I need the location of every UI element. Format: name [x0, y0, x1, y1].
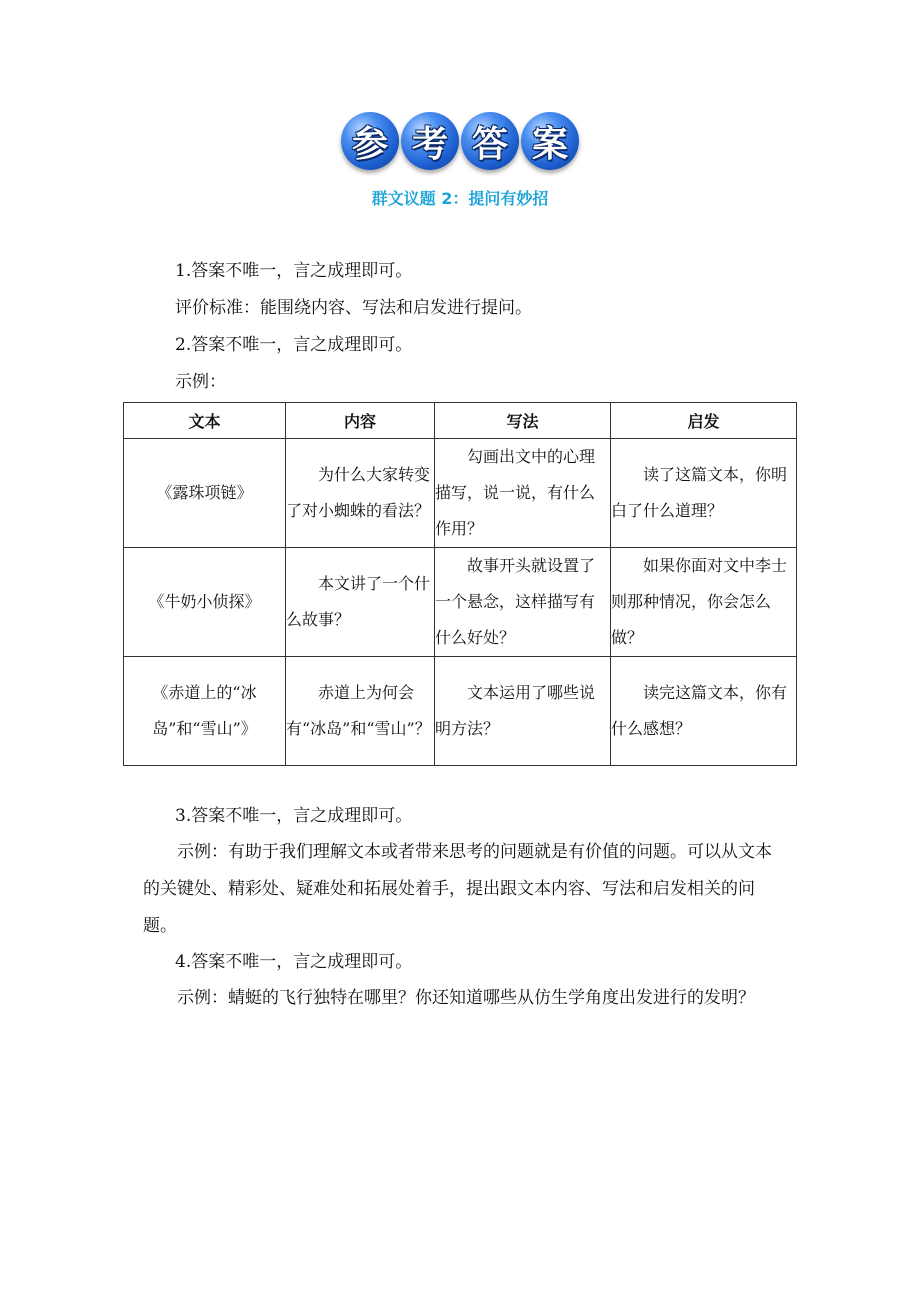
- answer-line-3: 3.答案不唯一，言之成理即可。: [175, 806, 413, 826]
- cell-content: 为什么大家转变了对小蜘蛛的看法？: [286, 439, 435, 548]
- example-table: [123, 402, 797, 766]
- cell-inspiration: 如果你面对文中李士则那种情况，你会怎么做？: [611, 548, 797, 657]
- header-text: 文本: [124, 403, 286, 439]
- example-paragraph-3: 示例：有助于我们理解文本或者带来思考的问题就是有价值的问题。可以从文本的关键处、精彩处、疑难处和拓展处着手，提出跟文本内容、写法和启发相关的问题。: [143, 842, 772, 936]
- cell-inspiration: 读了这篇文本，你明白了什么道理？: [611, 439, 797, 548]
- table-row: [124, 548, 797, 657]
- evaluation-criteria: 评价标准：能围绕内容、写法和启发进行提问。: [175, 298, 532, 318]
- cell-title: 《露珠项链》: [124, 439, 286, 548]
- table-header-row: [124, 403, 797, 439]
- header-inspiration: 启发: [611, 403, 797, 439]
- banner-char: 考: [401, 112, 459, 170]
- cell-title: 《赤道上的“冰岛”和“雪山”》: [124, 657, 286, 766]
- cell-writing: 文本运用了哪些说明方法？: [435, 657, 611, 766]
- banner-char: 参: [341, 112, 399, 170]
- page-subtitle: 群文议题 2：提问有妙招: [371, 189, 549, 208]
- header-writing: 写法: [435, 403, 611, 439]
- banner-char: 答: [461, 112, 519, 170]
- cell-inspiration: 读完这篇文本，你有什么感想？: [611, 657, 797, 766]
- cell-content: 本文讲了一个什么故事？: [286, 548, 435, 657]
- answer-banner: [339, 112, 581, 176]
- answer-line-1: 1.答案不唯一，言之成理即可。: [175, 261, 413, 281]
- answer-line-2: 2.答案不唯一，言之成理即可。: [175, 335, 413, 355]
- cell-writing: 勾画出文中的心理描写，说一说，有什么作用？: [435, 439, 611, 548]
- banner-char: 案: [521, 112, 579, 170]
- table-row: [124, 439, 797, 548]
- table-row: [124, 657, 797, 766]
- example-paragraph-4: 示例：蜻蜓的飞行独特在哪里？你还知道哪些从仿生学角度出发进行的发明？: [177, 988, 755, 1008]
- cell-writing: 故事开头就设置了一个悬念，这样描写有什么好处？: [435, 548, 611, 657]
- cell-title: 《牛奶小侦探》: [124, 548, 286, 657]
- header-content: 内容: [286, 403, 435, 439]
- example-label: 示例：: [175, 372, 226, 392]
- answer-line-4: 4.答案不唯一，言之成理即可。: [175, 952, 413, 972]
- cell-content: 赤道上为何会有“冰岛”和“雪山”？: [286, 657, 435, 766]
